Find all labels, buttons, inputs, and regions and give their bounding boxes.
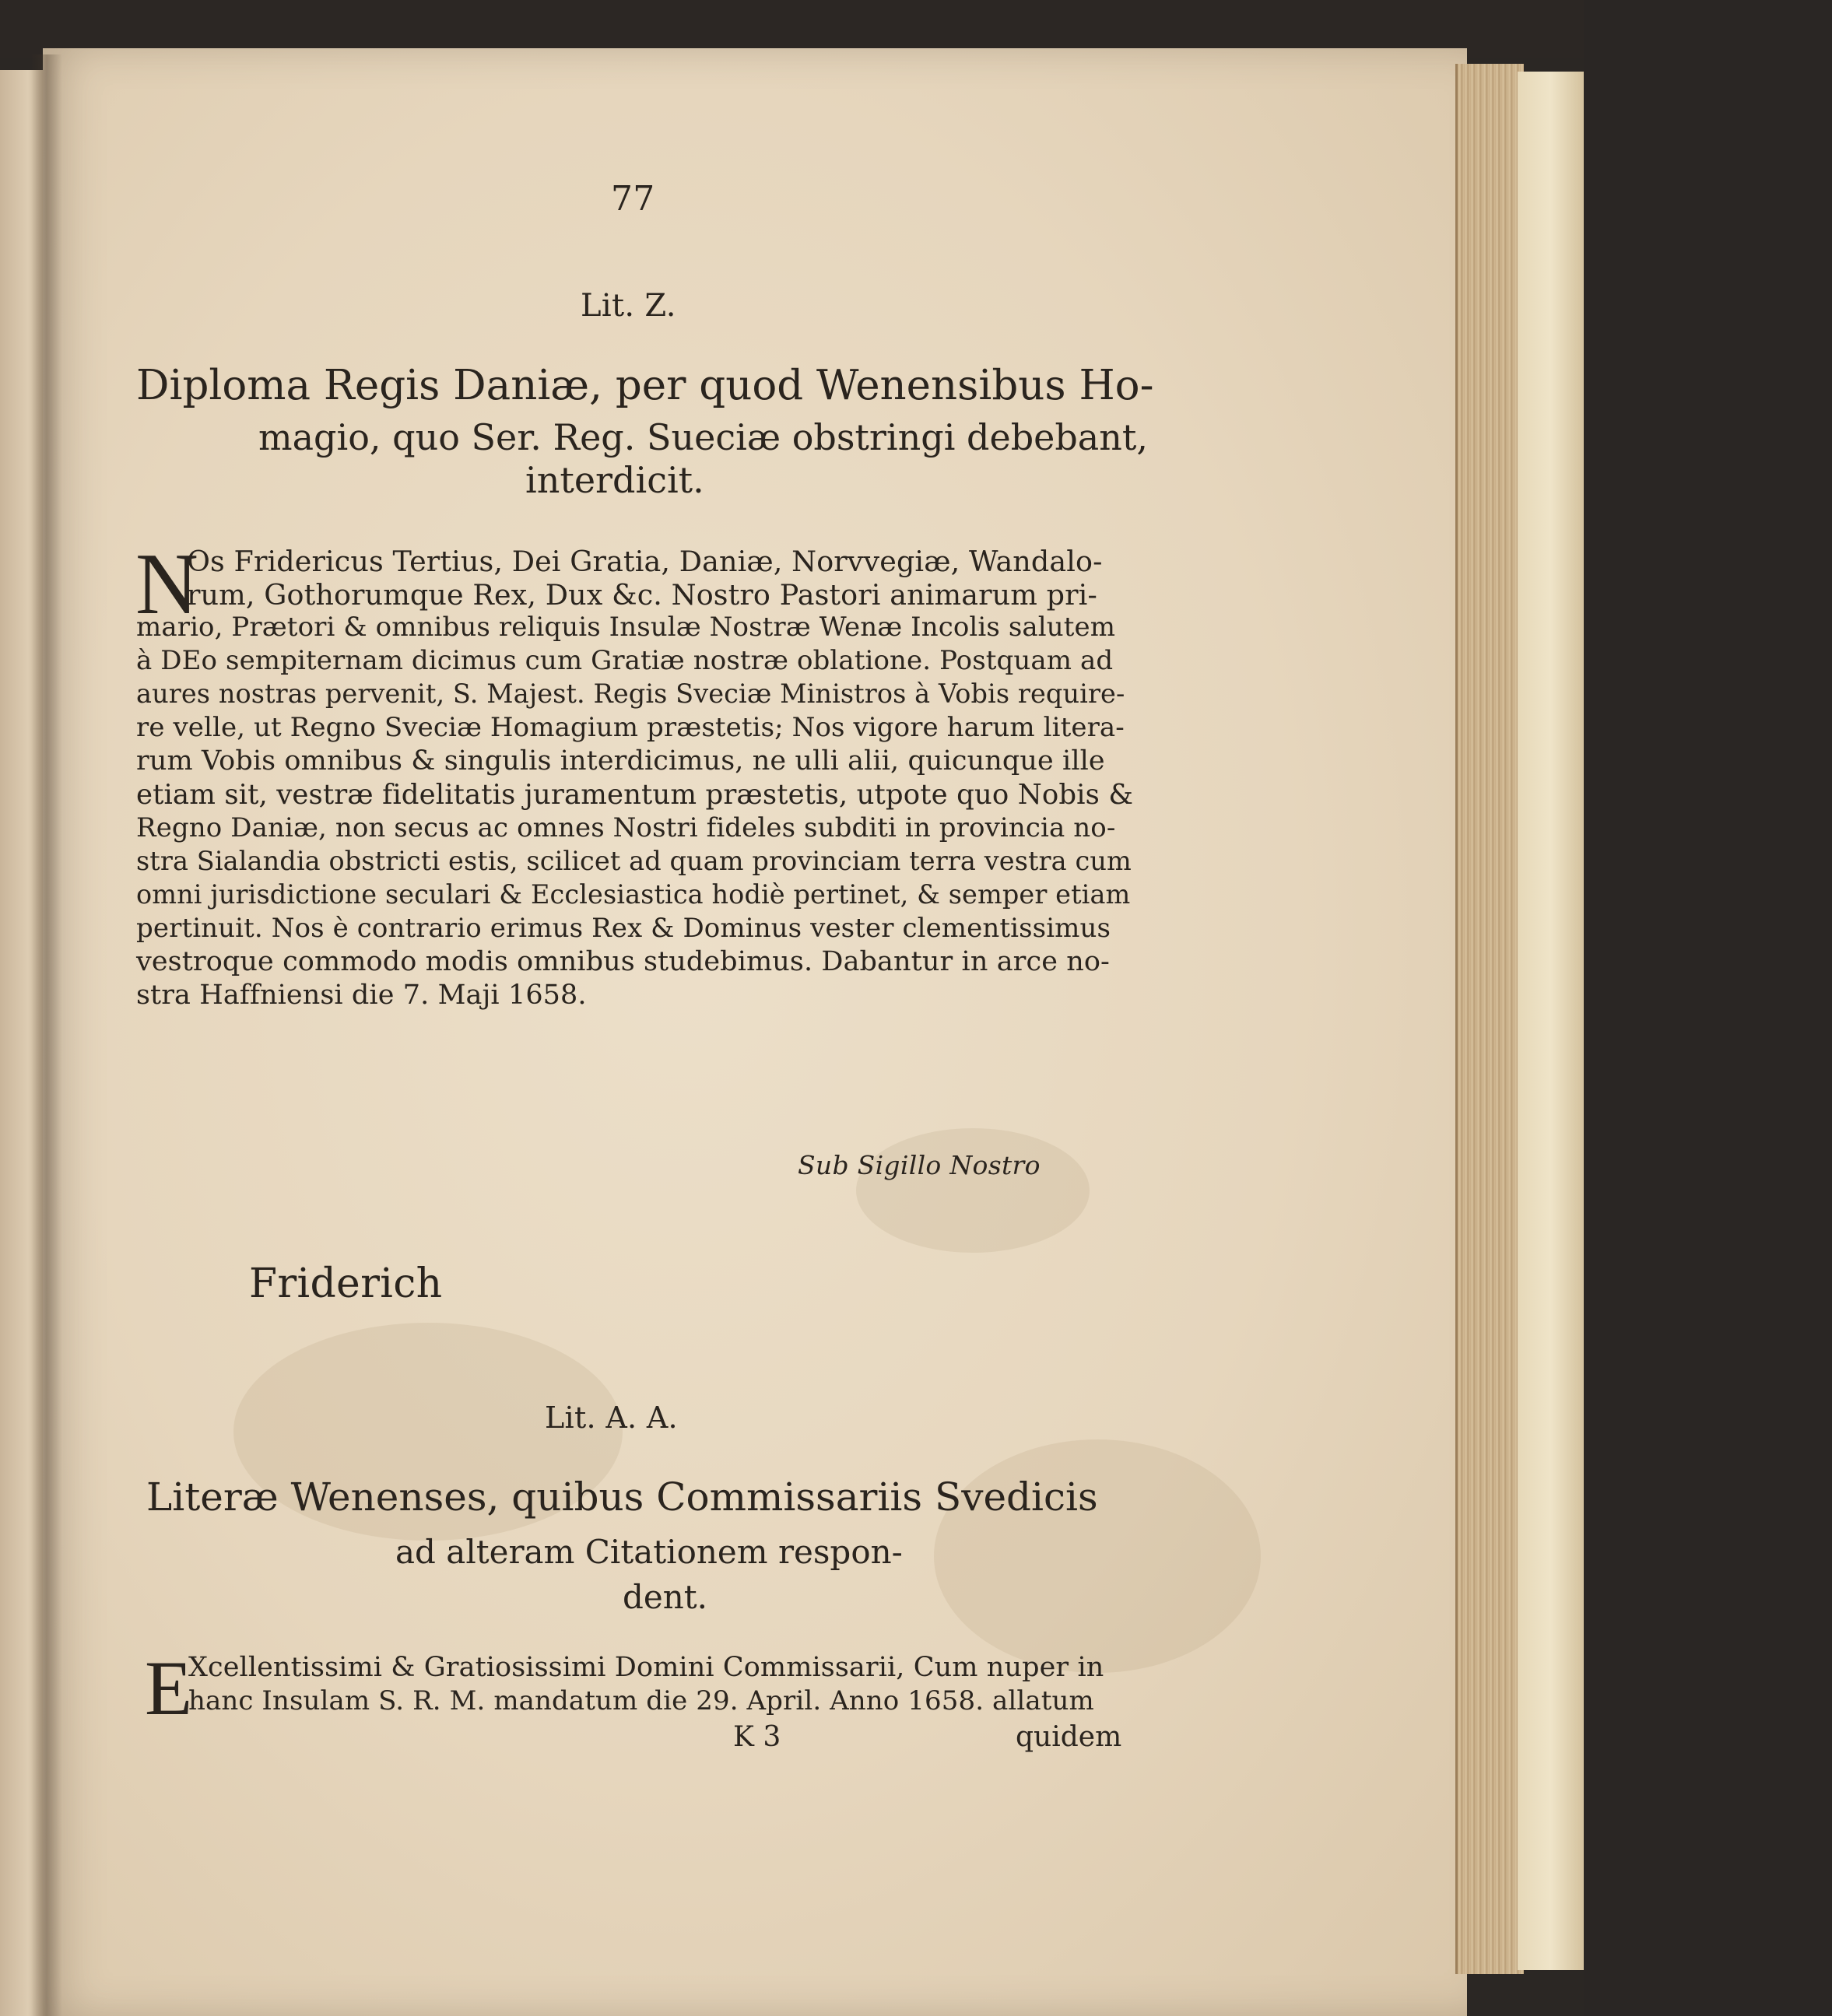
section-aa-title-line-3: dent. [623, 1578, 708, 1616]
section-aa-body-line: Xcellentissimi & Gratiosissimi Domini Commissarii, Cum nuper in [188, 1652, 1104, 1683]
section-z-body-line: aures nostras pervenit, S. Majest. Regis Sveciæ Ministros à Vobis require- [136, 678, 1125, 709]
signature-mark: K 3 [733, 1721, 781, 1753]
section-z-body-line: Os Fridericus Tertius, Dei Gratia, Daniæ, Norvvegiæ, Wandalo- [187, 545, 1103, 578]
section-z-body-line: re velle, ut Regno Sveciæ Homagium præstetis; Nos vigore harum litera- [136, 712, 1125, 743]
section-z-body-line: omni jurisdictione seculari & Ecclesiastica hodiè pertinet, & semper etiam [136, 879, 1131, 910]
section-heading-z: Lit. Z. [581, 288, 676, 324]
seal-note: Sub Sigillo Nostro [798, 1150, 1041, 1180]
section-z-body-line: vestroque commodo modis omnibus studebimus. Dabantur in arce no- [136, 946, 1110, 977]
section-z-body-line: Regno Daniæ, non secus ac omnes Nostri fideles subditi in provincia no- [136, 812, 1116, 843]
section-z-body-line: etiam sit, vestræ fidelitatis juramentum præstetis, utpote quo Nobis & [136, 779, 1134, 811]
right-background [1584, 0, 1832, 2016]
drop-cap-n: N [135, 536, 198, 633]
page-number: 77 [611, 179, 655, 219]
section-z-body-line: stra Sialandia obstricti estis, scilicet ad quam provinciam terra vestra cum [136, 846, 1132, 876]
catchword: quidem [1016, 1721, 1122, 1753]
section-z-body-line: à DEo sempiternam dicimus cum Gratiæ nostræ oblatione. Postquam ad [136, 645, 1114, 676]
book-gutter [31, 54, 62, 2016]
page-edges [1455, 64, 1524, 1974]
section-z-body-line: pertinuit. Nos è contrario erimus Rex & Dominus vester clementissimus [136, 913, 1111, 944]
section-z-title-line-1: Diploma Regis Daniæ, per quod Wenensibus Ho- [136, 362, 1154, 409]
section-aa-title-line-2: ad alteram Citationem respon- [395, 1533, 903, 1571]
section-aa-body-line: hanc Insulam S. R. M. mandatum die 29. April. Anno 1658. allatum [188, 1685, 1094, 1716]
book-cover-edge [1518, 72, 1587, 1970]
drop-cap-e: E [145, 1645, 193, 1731]
section-z-body-line: rum Vobis omnibus & singulis interdicimus, ne ulli alii, quicunque ille [136, 745, 1105, 777]
section-z-body-line: stra Haffniensi die 7. Maji 1658. [136, 980, 587, 1011]
section-heading-aa: Lit. A. A. [545, 1401, 678, 1435]
section-z-title-line-2: magio, quo Ser. Reg. Sueciæ obstringi debebant, [258, 416, 1148, 458]
section-z-body-line: rum, Gothorumque Rex, Dux &c. Nostro Pastori animarum pri- [187, 578, 1097, 612]
section-z-body-line: mario, Prætori & omnibus reliquis Insulæ Nostræ Wenæ Incolis salutem [136, 612, 1116, 643]
paper-stain [856, 1128, 1090, 1253]
signer-name: Friderich [249, 1260, 443, 1307]
section-aa-title-line-1: Literæ Wenenses, quibus Commissariis Svedicis [146, 1474, 1098, 1520]
section-z-title-line-3: interdicit. [525, 459, 704, 501]
